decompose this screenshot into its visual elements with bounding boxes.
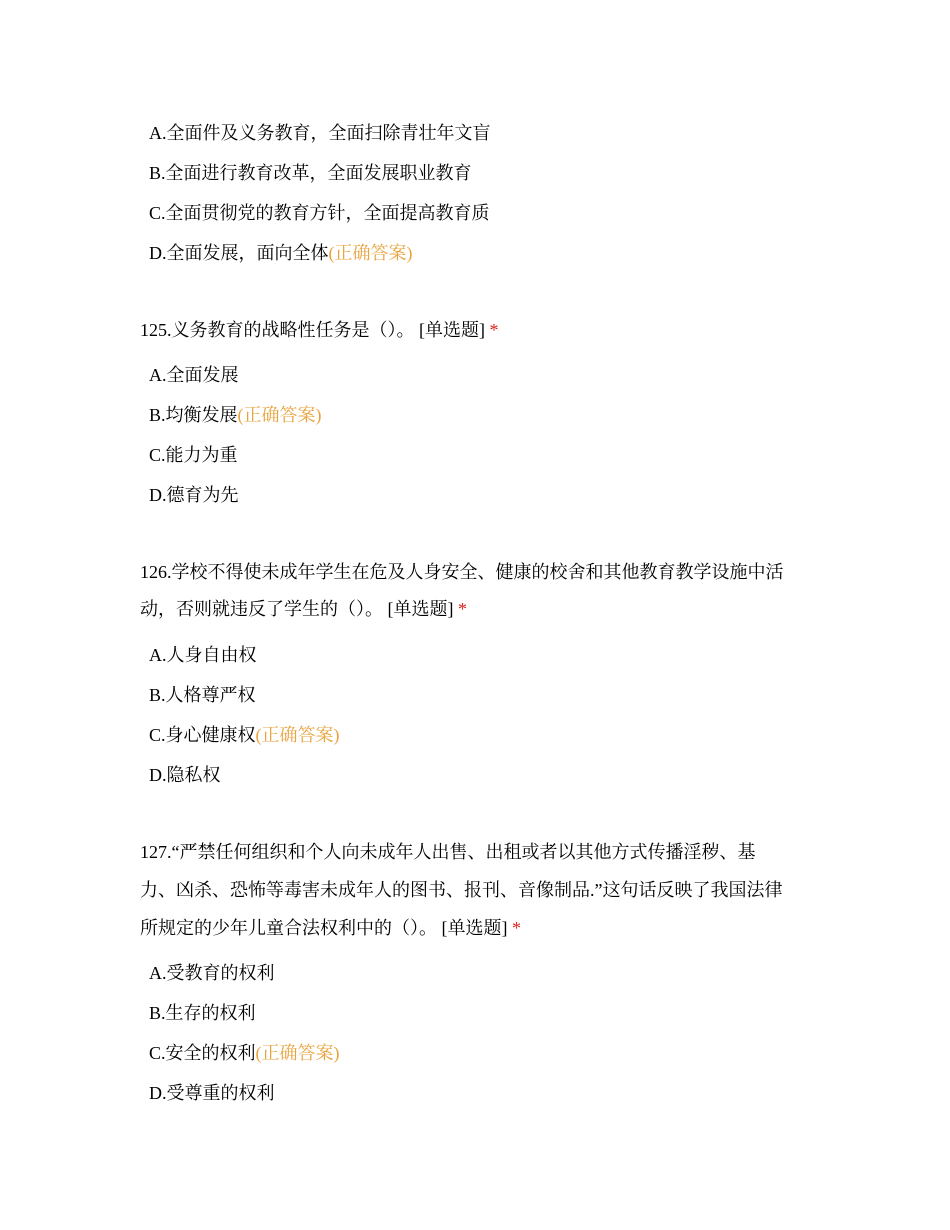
q124-option-c <box>149 201 490 225</box>
q125-option-c <box>149 443 238 467</box>
correct-answer-marker: (正确答案) <box>237 405 322 425</box>
q126-question-line-2 <box>140 597 467 621</box>
q127-question-line-3 <box>140 916 521 940</box>
option-text: B.全面进行教育改革，全面发展职业教育 <box>149 163 472 183</box>
q126-option-c <box>149 723 340 747</box>
option-text: A.受教育的权利 <box>149 963 275 983</box>
q124-option-d <box>149 241 413 265</box>
required-marker: * <box>458 599 467 619</box>
q124-option-b <box>149 161 472 185</box>
option-text: D.德育为先 <box>149 485 239 505</box>
q127-question-line-2 <box>140 878 783 902</box>
option-text: A.全面发展 <box>149 365 239 385</box>
question-text: 动，否则就违反了学生的（）。 [单选题] <box>140 599 454 619</box>
q126-option-a <box>149 643 257 667</box>
q125-question <box>140 318 499 342</box>
question-text: 127.“严禁任何组织和个人向未成年人出售、出租或者以其他方式传播淫秽、基 <box>140 842 756 862</box>
q124-option-a <box>149 121 491 145</box>
q126-option-d <box>149 763 221 787</box>
option-text: A.全面件及义务教育，全面扫除青壮年文盲 <box>149 123 491 143</box>
q127-option-b <box>149 1001 256 1025</box>
option-text: C.身心健康权 <box>149 725 256 745</box>
q127-option-d <box>149 1081 275 1105</box>
correct-answer-marker: (正确答案) <box>328 243 413 263</box>
q125-option-a <box>149 363 239 387</box>
q126-question-line-1 <box>140 560 784 584</box>
q126-option-b <box>149 683 256 707</box>
option-text: C.安全的权利 <box>149 1043 256 1063</box>
option-text: B.均衡发展 <box>149 405 238 425</box>
q125-option-b <box>149 403 322 427</box>
option-text: B.人格尊严权 <box>149 685 256 705</box>
question-text: 所规定的少年儿童合法权利中的（）。 [单选题] <box>140 918 508 938</box>
required-marker: * <box>512 918 521 938</box>
required-marker: * <box>489 320 499 340</box>
q127-option-c <box>149 1041 340 1065</box>
option-text: D.全面发展，面向全体 <box>149 243 329 263</box>
option-text: C.能力为重 <box>149 445 238 465</box>
option-text: B.生存的权利 <box>149 1003 256 1023</box>
option-text: D.受尊重的权利 <box>149 1083 275 1103</box>
option-text: D.隐私权 <box>149 765 221 785</box>
q127-option-a <box>149 961 275 985</box>
question-text: 125.义务教育的战略性任务是（）。 [单选题] <box>140 320 485 340</box>
correct-answer-marker: (正确答案) <box>255 725 340 745</box>
correct-answer-marker: (正确答案) <box>255 1043 340 1063</box>
question-text: 126.学校不得使未成年学生在危及人身安全、健康的校舍和其他教育教学设施中活 <box>140 562 784 582</box>
option-text: C.全面贯彻党的教育方针，全面提高教育质 <box>149 203 490 223</box>
q125-option-d <box>149 483 239 507</box>
q127-question-line-1 <box>140 840 756 864</box>
question-text: 力、凶杀、恐怖等毒害未成年人的图书、报刊、音像制品.”这句话反映了我国法律 <box>140 880 783 900</box>
option-text: A.人身自由权 <box>149 645 257 665</box>
